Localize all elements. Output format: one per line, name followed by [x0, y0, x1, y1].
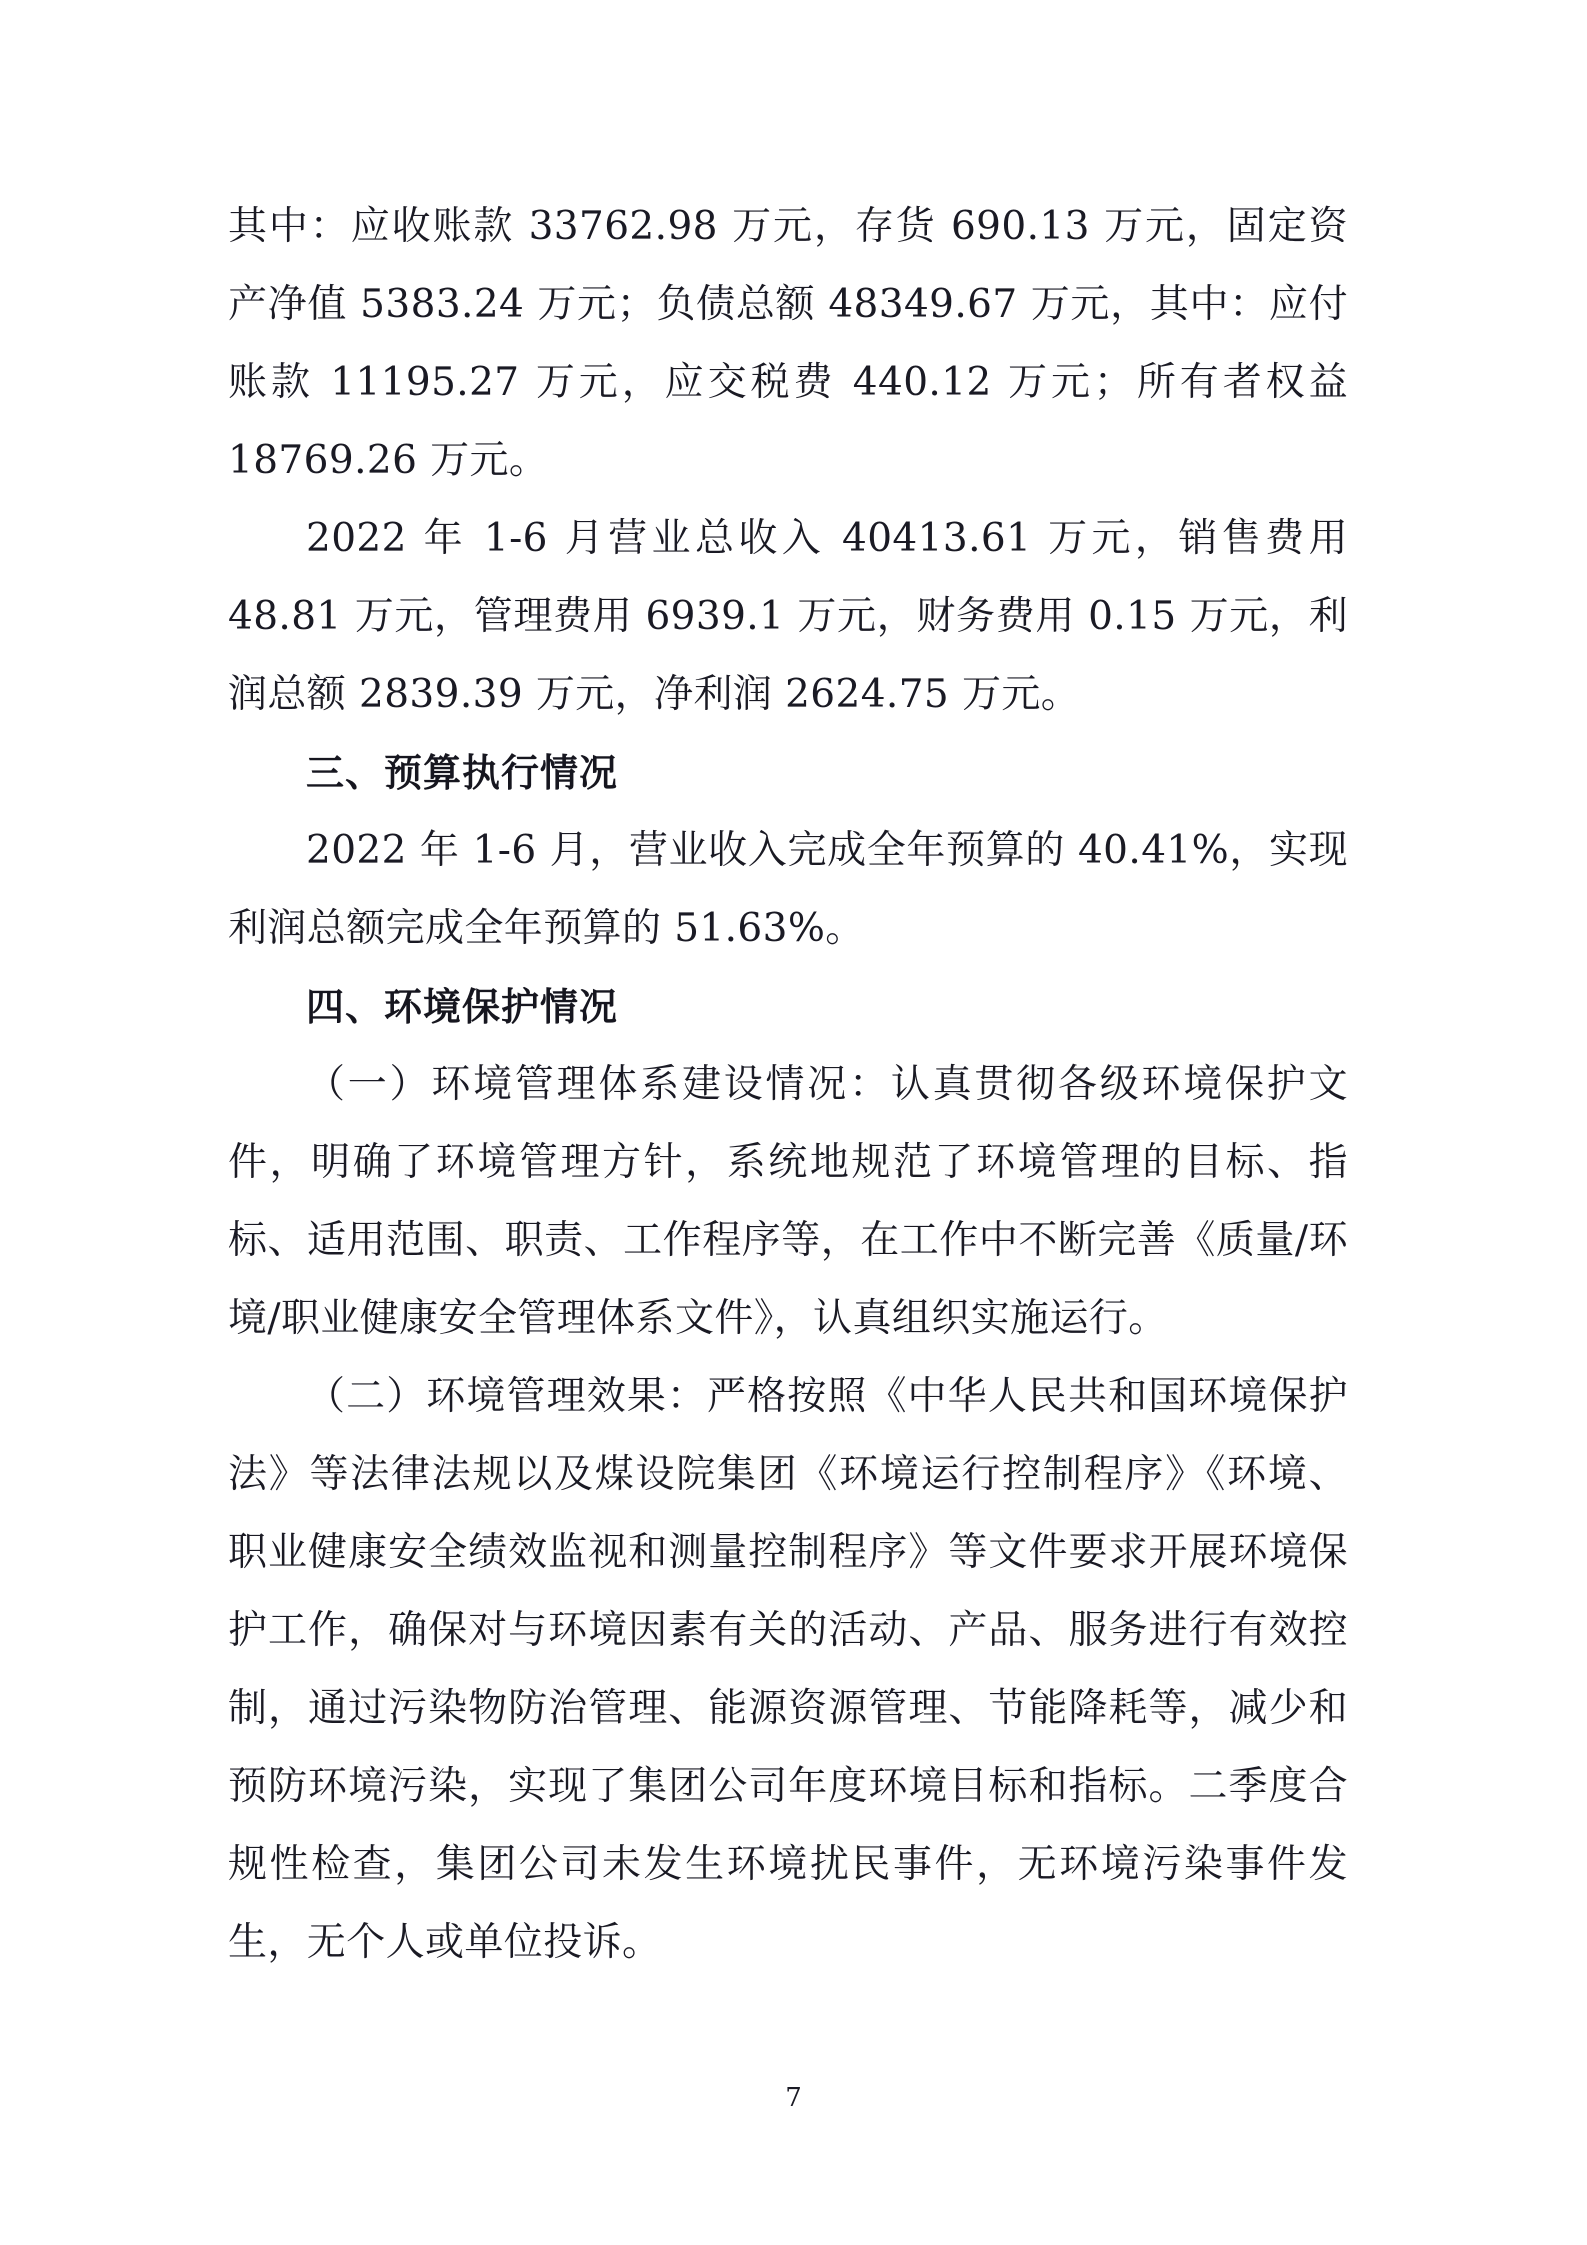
document-body	[228, 188, 1348, 1982]
section-heading-environmental-protection: 四、环境保护情况	[306, 985, 619, 1029]
page-number: 7	[785, 2083, 802, 2113]
paragraph-financial-position: 其中：应收账款 33762.98 万元，存货 690.13 万元，固定资产净值 5383.24 万元；负债总额 48349.67 万元，其中：应付账款 11195.27 万元，应交税费 440.12 万元；所有者权益 18769.26 万元。	[228, 204, 1348, 483]
paragraph-environmental-management-effect: （二）环境管理效果：严格按照《中华人民共和国环境保护法》等法律法规以及煤设院集团《环境运行控制程序》《环境、职业健康安全绩效监视和测量控制程序》等文件要求开展环境保护工作，确保对与环境因素有关的活动、产品、服务进行有效控制，通过污染物防治管理、能源资源管理、节能降耗等，减少和预防环境污染，实现了集团公司年度环境目标和指标。二季度合规性检查，集团公司未发生环境扰民事件，无环境污染事件发生，无个人或单位投诉。	[228, 1374, 1348, 1965]
paragraph-environmental-management-system: （一）环境管理体系建设情况：认真贯彻各级环境保护文件，明确了环境管理方针，系统地规范了环境管理的目标、指标、适用范围、职责、工作程序等，在工作中不断完善《质量/环境/职业健康安全管理体系文件》，认真组织实施运行。	[228, 1062, 1348, 1341]
paragraph-operating-results: 2022 年 1-6 月营业总收入 40413.61 万元，销售费用 48.81 万元，管理费用 6939.1 万元，财务费用 0.15 万元，利润总额 2839.39 万元，净利润 2624.75 万元。	[228, 516, 1348, 717]
section-heading-budget-execution: 三、预算执行情况	[306, 751, 619, 795]
paragraph-budget-execution: 2022 年 1-6 月，营业收入完成全年预算的 40.41%，实现利润总额完成全年预算的 51.63%。	[228, 828, 1348, 951]
